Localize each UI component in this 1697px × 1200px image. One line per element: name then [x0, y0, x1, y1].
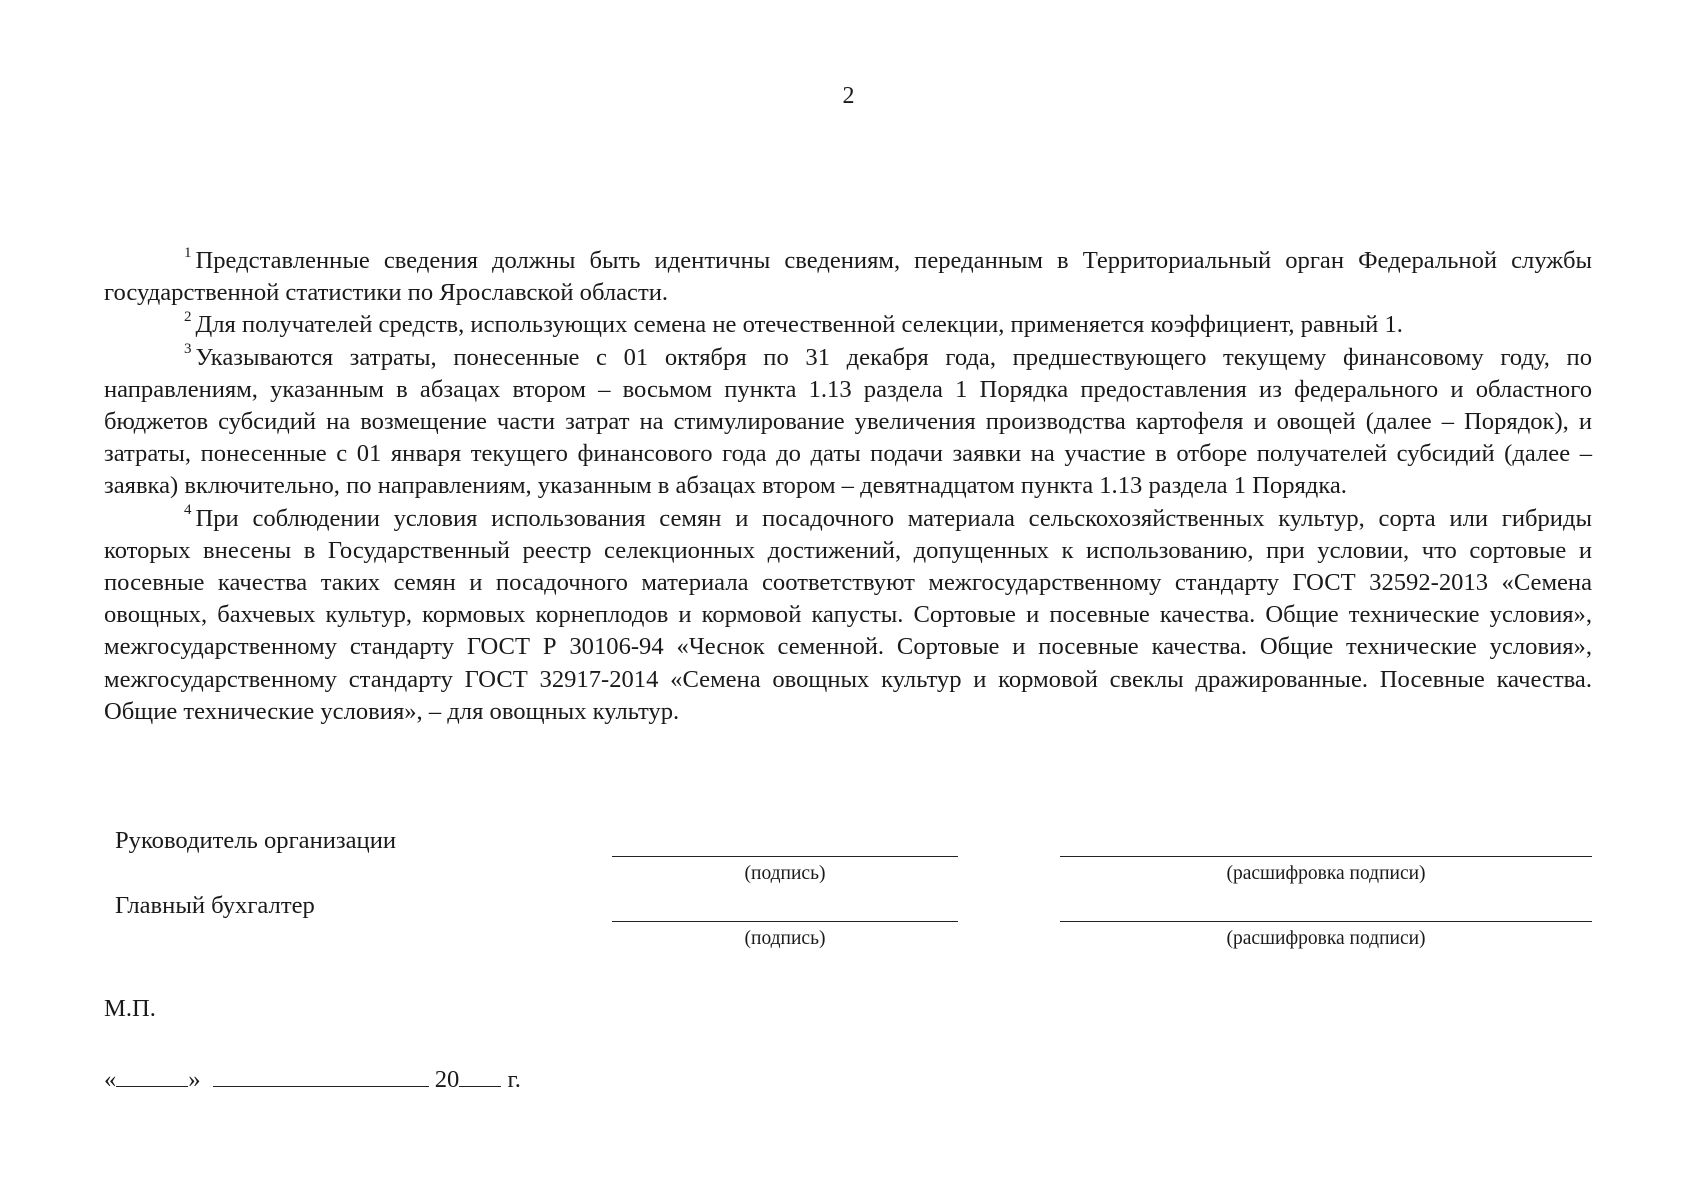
signature-decode-line — [1060, 921, 1592, 922]
page-number: 2 — [842, 83, 855, 109]
signature-caption: (подпись) — [744, 863, 826, 884]
footnotes-section — [104, 245, 1592, 728]
date-month-blank — [213, 1064, 429, 1087]
date-year-suffix: г. — [501, 1066, 521, 1093]
date-close-quote: » — [188, 1066, 201, 1093]
signature-row-accountant — [0, 891, 1697, 951]
signature-line — [612, 921, 958, 922]
signature-line — [612, 856, 958, 857]
date-year-prefix: 20 — [434, 1066, 460, 1093]
footnote-mark: 4 — [184, 502, 192, 519]
footnote-4 — [104, 503, 1592, 728]
footnote-text: Для получателей средств, использующих семена не отечественной селекции, применяется коэффициент, равный 1. — [195, 311, 1403, 339]
signature-decode-caption: (расшифровка подписи) — [1226, 928, 1426, 949]
signature-caption: (подпись) — [744, 928, 826, 949]
footnote-mark: 1 — [184, 244, 192, 261]
date-open-quote: « — [104, 1066, 117, 1093]
stamp-label: М.П. — [104, 995, 156, 1022]
footnote-mark: 3 — [184, 341, 192, 358]
footnote-1 — [104, 245, 1592, 309]
signature-decode-caption: (расшифровка подписи) — [1226, 863, 1426, 884]
date-day-blank — [116, 1064, 188, 1087]
footnote-mark: 2 — [184, 309, 192, 326]
footnote-text: При соблюдении условия использования семян и посадочного материала сельскохозяйственных культур, сорта или гибриды которых внесены в Государственный реестр селекционных достижений, допущенных к использованию, при условии, что сортовые и посевные качества таких семян и посадочного материала соответствуют межгосударственному стандарту ГОСТ 32592-2013 «Семена овощных, бахчевых культур, кормовых корнеплодов и кормовой капусты. Сортовые и посевные качества. Общие технические условия», межгосударственному стандарту ГОСТ Р 30106-94 «Чеснок семенной. Сортовые и посевные качества. Общие технические условия», межгосударственному стандарту ГОСТ 32917-2014 «Семена овощных культур и кормовой свеклы дражированные. Посевные качества. Общие технические условия», – для овощных культур. — [104, 504, 1592, 725]
signature-row-director — [0, 826, 1697, 886]
date-year-blank — [459, 1064, 501, 1087]
footnote-text: Представленные сведения должны быть идентичны сведениям, переданным в Территориальный орган Федеральной службы государственной статистики по Ярославской области. — [104, 247, 1592, 307]
footnote-2 — [104, 309, 1592, 341]
signature-decode-line — [1060, 856, 1592, 857]
date-line — [104, 1064, 521, 1095]
signature-role: Главный бухгалтер — [115, 892, 315, 919]
signature-role: Руководитель организации — [115, 827, 397, 854]
footnote-text: Указываются затраты, понесенные с 01 октября по 31 декабря года, предшествующего текущему финансовому году, по направлениям, указанным в абзацах втором – восьмом пункта 1.13 раздела 1 Порядка предоставления из федерального и областного бюджетов субсидий на возмещение части затрат на стимулирование увеличения производства картофеля и овощей (далее – Порядок), и затраты, понесенные с 01 января текущего финансового года до даты подачи заявки на участие в отборе получателей субсидий (далее – заявка) включительно, по направлениям, указанным в абзацах втором – девятнадцатом пункта 1.13 раздела 1 Порядка. — [104, 343, 1592, 500]
footnote-3 — [104, 342, 1592, 503]
